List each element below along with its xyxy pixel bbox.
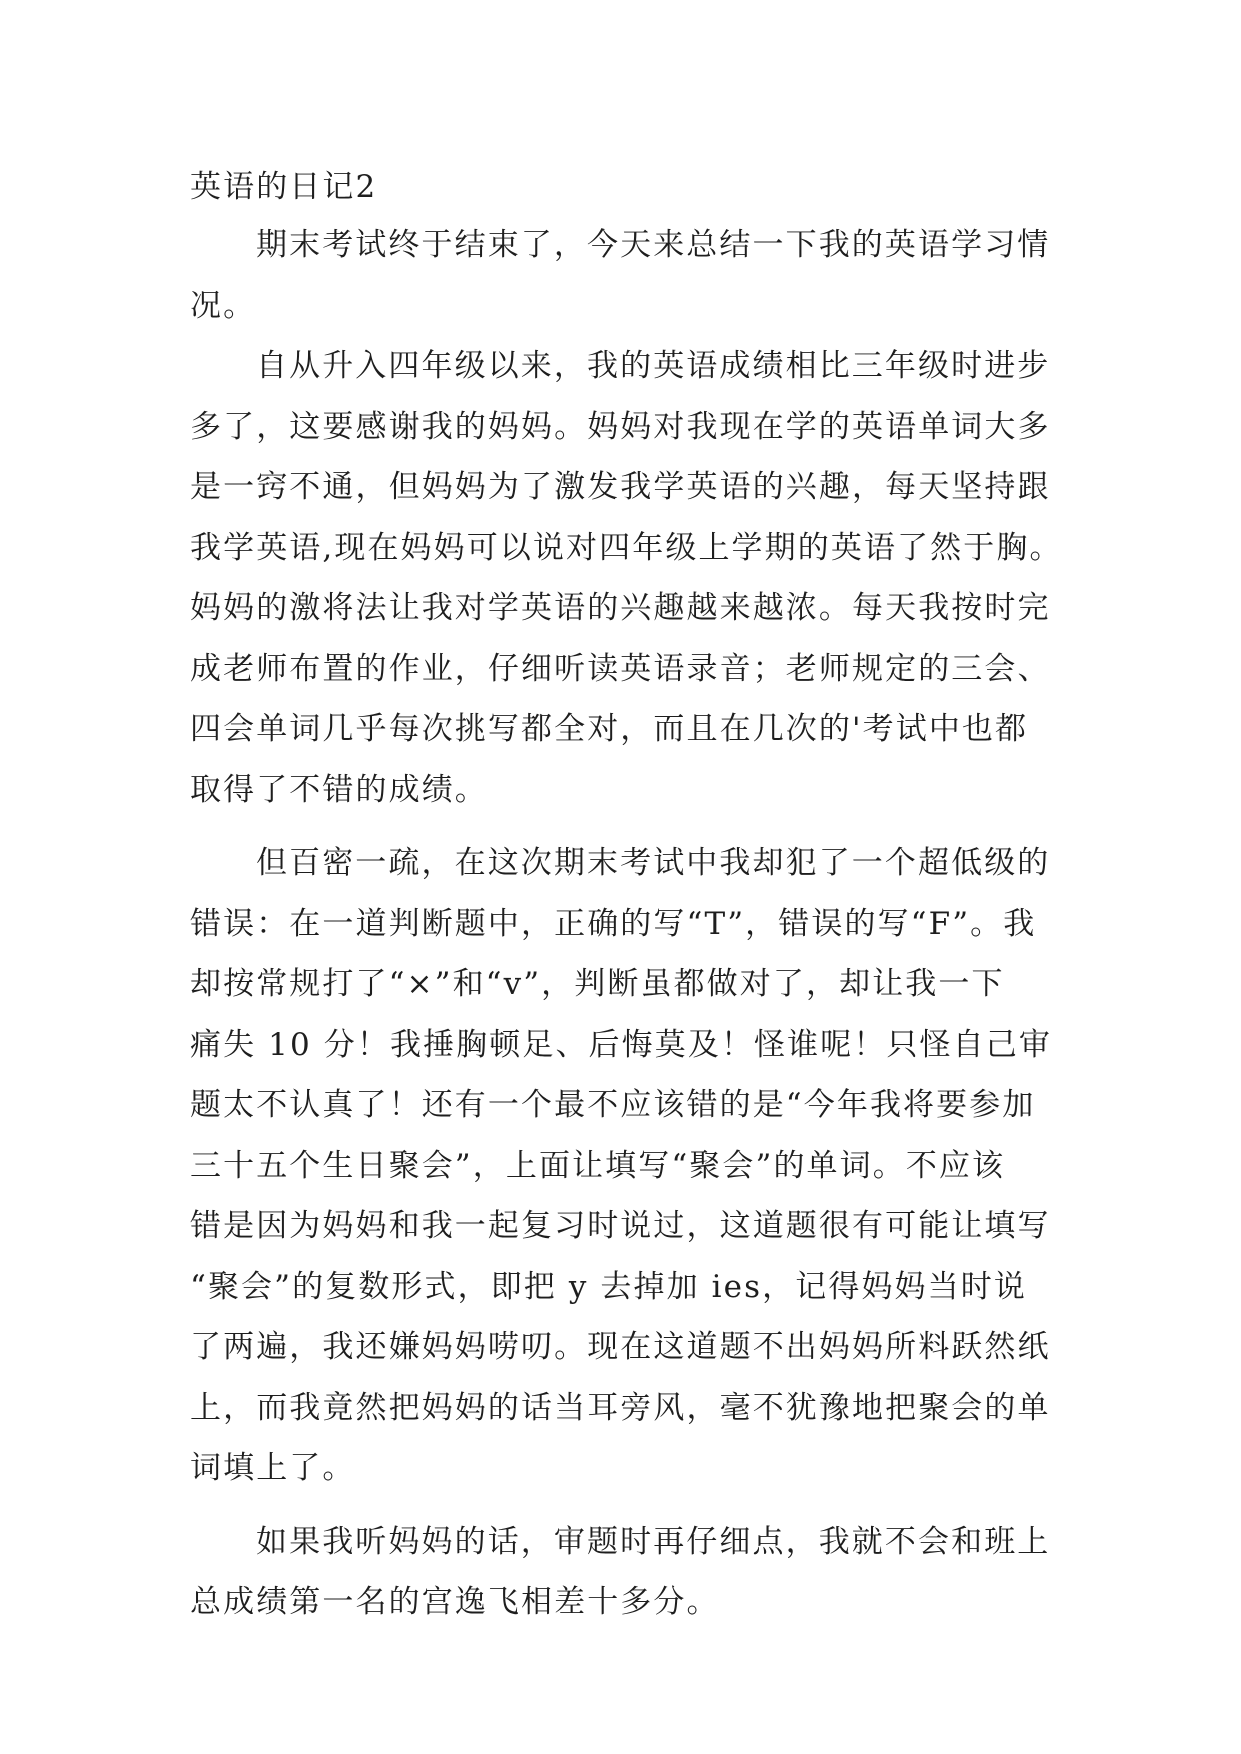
paragraph-line: 了两遍，我还嫌妈妈唠叨。现在这道题不出妈妈所料跃然纸 [190, 1329, 1051, 1365]
paragraph-line: 词填上了。 [190, 1450, 356, 1486]
paragraph-line: 但百密一疏，在这次期末考试中我却犯了一个超低级的 [256, 845, 1051, 881]
paragraph-line: 多了，这要感谢我的妈妈。妈妈对我现在学的英语单词大多 [190, 408, 1051, 445]
paragraph-line: 期末考试终于结束了，今天来总结一下我的英语学习情 [256, 227, 1051, 263]
paragraph-line: 成老师布置的作业，仔细听读英语录音；老师规定的三会、 [190, 650, 1051, 687]
paragraph-line: 错误：在一道判断题中，正确的写“T”，错误的写“F”。我 [190, 905, 1037, 942]
paragraph-1 [190, 215, 1090, 336]
paragraph-line: 总成绩第一名的宫逸飞相差十多分。 [190, 1584, 720, 1620]
paragraph-line: “聚会”的复数形式，即把 y 去掉加 ies，记得妈妈当时说 [190, 1268, 1027, 1305]
paragraph-2 [190, 336, 1090, 820]
document-title: 英语的日记2 [190, 169, 378, 205]
paragraph-line: 如果我听妈妈的话，审题时再仔细点，我就不会和班上 [256, 1523, 1051, 1560]
paragraph-line: 三十五个生日聚会”，上面让填写“聚会”的单词。不应该 [190, 1147, 1006, 1184]
paragraph-line: 题太不认真了！还有一个最不应该错的是“今年我将要参加 [190, 1087, 1036, 1123]
paragraph-line: 自从升入四年级以来，我的英语成绩相比三年级时进步 [256, 348, 1051, 384]
paragraph-line: 错是因为妈妈和我一起复习时说过，这道题很有可能让填写 [190, 1208, 1051, 1244]
paragraph-line: 我学英语,现在妈妈可以说对四年级上学期的英语了然于胸。 [190, 529, 1063, 566]
paragraph-line: 四会单词几乎每次挑写都全对，而且在几次的'考试中也都 [190, 711, 1029, 747]
paragraph-line: 却按常规打了“×”和“v”，判断虽都做对了，却让我一下 [190, 966, 1005, 1002]
paragraph-3 [190, 833, 1090, 1499]
paragraph-line: 取得了不错的成绩。 [190, 771, 488, 808]
document-body [190, 159, 1090, 1633]
paragraph-line: 妈妈的激将法让我对学英语的兴趣越来越浓。每天我按时完 [190, 590, 1051, 626]
paragraph-4 [190, 1512, 1090, 1633]
paragraph-line: 况。 [190, 287, 257, 324]
paragraph-line: 痛失 10 分！我捶胸顿足、后悔莫及！怪谁呢！只怪自己审 [190, 1026, 1052, 1063]
paragraph-line: 上，而我竟然把妈妈的话当耳旁风，毫不犹豫地把聚会的单 [190, 1389, 1051, 1426]
paragraph-line: 是一窍不通，但妈妈为了激发我学英语的兴趣，每天坚持跟 [190, 469, 1051, 505]
